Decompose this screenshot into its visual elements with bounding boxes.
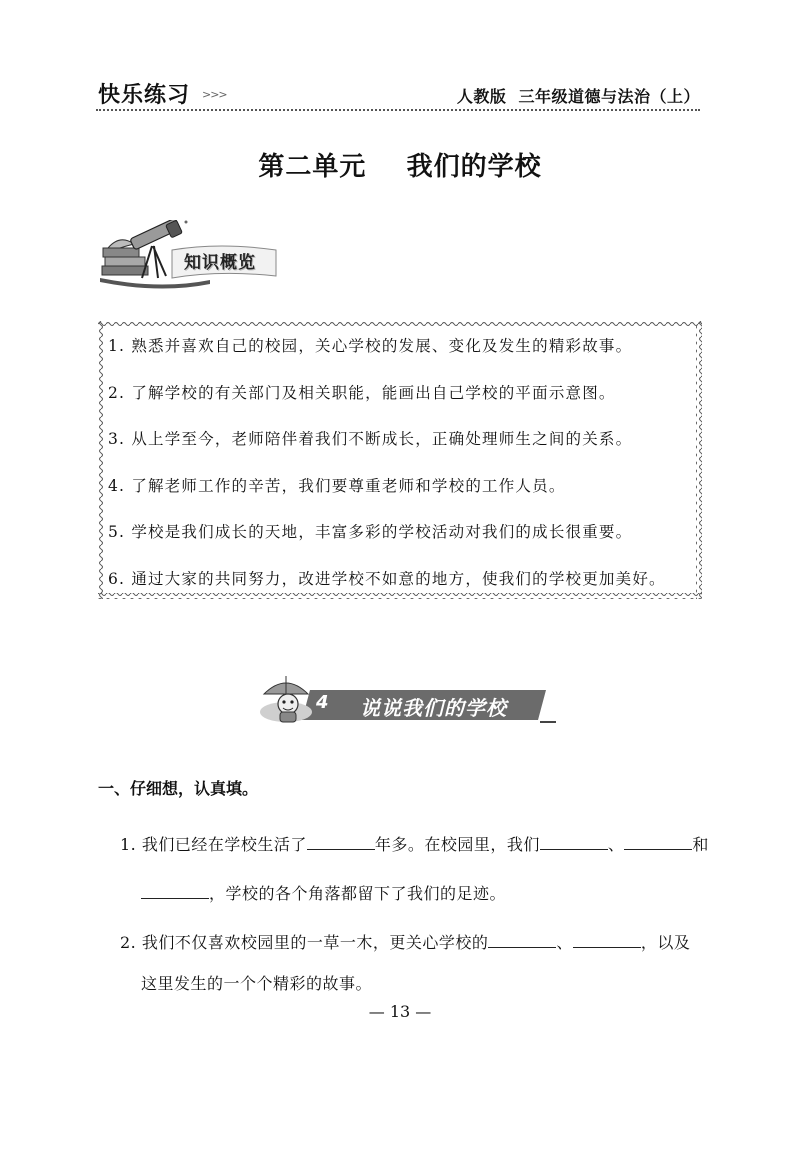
- answer-blank[interactable]: [307, 831, 375, 850]
- answer-blank[interactable]: [624, 831, 692, 850]
- answer-blank[interactable]: [141, 880, 209, 899]
- brand-chevrons: >>>: [202, 88, 227, 101]
- question-2-line-1: 2. 我们不仅喜欢校园里的一草一木，更关心学校的 、 ，以及: [120, 929, 690, 955]
- question-2-line-2: 这里发生的一个个精彩的故事。: [141, 974, 373, 993]
- overview-item: 1. 熟悉并喜欢自己的校园，关心学校的发展、变化及发生的精彩故事。: [108, 337, 633, 355]
- overview-item: 6. 通过大家的共同努力，改进学校不如意的地方，使我们的学校更加美好。: [108, 569, 666, 588]
- answer-blank[interactable]: [488, 929, 556, 948]
- overview-list: [108, 330, 698, 609]
- section-heading: 一、仔细想，认真填。: [98, 779, 259, 798]
- overview-item: 3. 从上学至今，老师陪伴着我们不断成长，正确处理师生之间的关系。: [108, 430, 633, 448]
- header-divider: [96, 109, 700, 111]
- overview-label: 知识概览: [184, 253, 256, 273]
- edition-label: 人教版 三年级道德与法治（上）: [456, 87, 700, 106]
- lesson-number: 4: [316, 692, 329, 713]
- unit-title: 第二单元 我们的学校: [258, 152, 542, 182]
- answer-blank[interactable]: [540, 831, 608, 850]
- lesson-title: 说说我们的学校: [360, 696, 507, 720]
- question-1-line-2: ，学校的各个角落都留下了我们的足迹。: [141, 880, 506, 906]
- answer-blank[interactable]: [573, 929, 641, 948]
- overview-item: 2. 了解学校的有关部门及相关职能，能画出自己学校的平面示意图。: [108, 383, 616, 402]
- question-1-line-1: 1. 我们已经在学校生活了 年多。在校园里，我们 、 和: [120, 831, 709, 857]
- overview-item: 4. 了解老师工作的辛苦，我们要尊重老师和学校的工作人员。: [108, 476, 566, 495]
- page-number: — 13 —: [368, 1002, 432, 1021]
- overview-item: 5. 学校是我们成长的天地，丰富多彩的学校活动对我们的成长很重要。: [108, 523, 633, 541]
- brand-title: 快乐练习: [98, 83, 191, 108]
